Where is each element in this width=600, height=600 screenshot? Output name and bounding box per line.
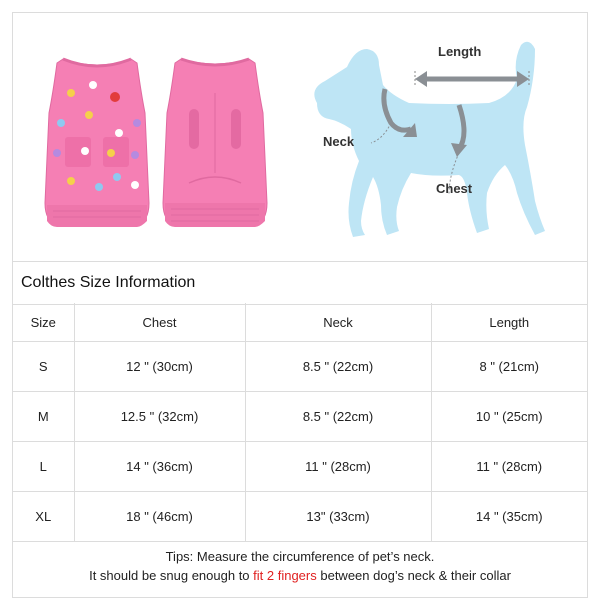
product-illustration [13,13,587,261]
table-row [13,442,587,492]
tips-section [13,547,587,585]
tips-highlight: fit 2 fingers [253,568,317,583]
cell-size: S [13,342,74,392]
table-row [13,342,587,392]
header-neck: Neck [245,303,431,342]
tips-line-1: Tips: Measure the circumference of pet’s neck. [165,549,435,564]
cell-neck: 8.5 " (22cm) [245,342,431,392]
cell-neck: 13" (33cm) [245,492,431,542]
length-label: Length [438,44,482,59]
header-size: Size [13,303,74,342]
table-title: Colthes Size Information [21,274,196,291]
cell-length: 10 " (25cm) [431,392,587,442]
cell-length: 8 " (21cm) [431,342,587,392]
sweater-front-image [41,53,153,231]
cell-chest: 14 " (36cm) [74,442,245,492]
chest-label: Chest [436,181,473,196]
cell-length: 14 " (35cm) [431,492,587,542]
tips-line-2-end: between dog’s neck & their collar [316,568,511,583]
cell-chest: 12.5 " (32cm) [74,392,245,442]
cell-chest: 18 " (46cm) [74,492,245,542]
tips-line-2 [13,566,587,585]
table-header-row [13,303,587,342]
cell-length: 11 " (28cm) [431,442,587,492]
table-row [13,392,587,442]
table-row [13,492,587,542]
cell-neck: 8.5 " (22cm) [245,392,431,442]
table-title-row [13,261,587,305]
size-chart-card [12,12,588,598]
header-chest: Chest [74,303,245,342]
cell-size: XL [13,492,74,542]
header-length: Length [431,303,587,342]
size-table [13,303,587,542]
tips-line-2-start: It should be snug enough to [89,568,254,583]
cell-size: M [13,392,74,442]
cell-size: L [13,442,74,492]
sweater-back-image [159,53,271,231]
neck-label: Neck [323,134,355,149]
cell-chest: 12 " (30cm) [74,342,245,392]
cell-neck: 11 " (28cm) [245,442,431,492]
